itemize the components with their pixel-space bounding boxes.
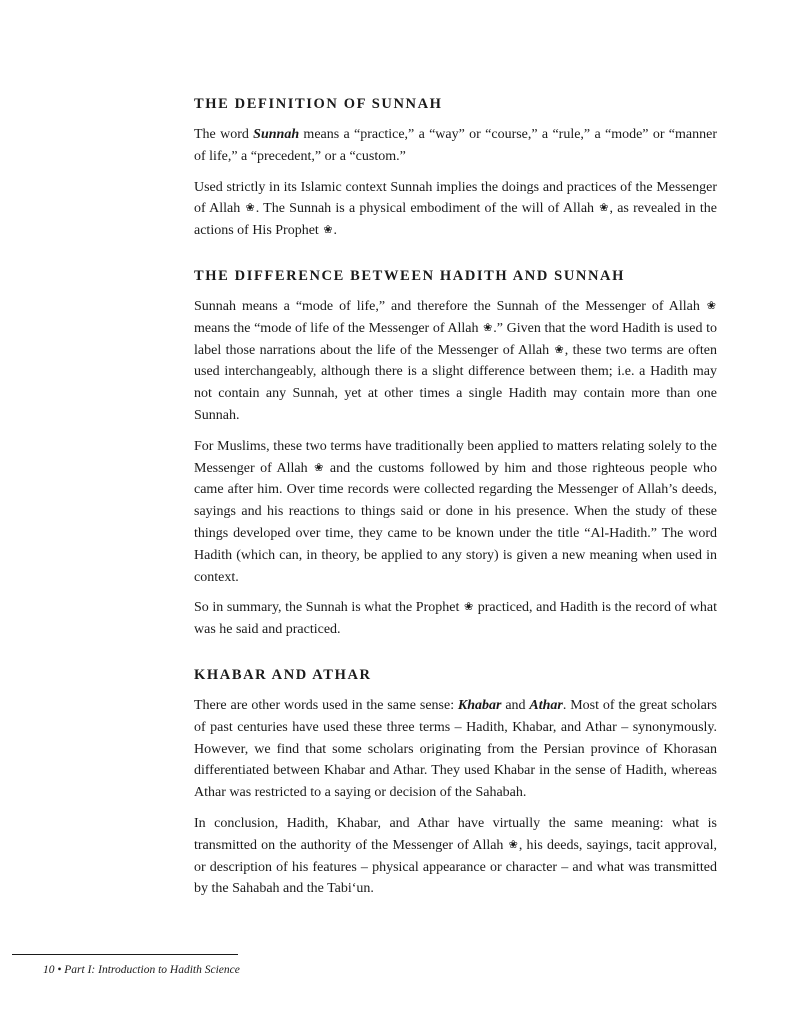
honorific-icon: ❀ bbox=[314, 460, 324, 474]
paragraph: For Muslims, these two terms have traditionally been applied to matters relating solely to the Messenger of Allah ❀ and the customs followed by him and those righteous people who came after him. Over time records were collected regarding the Messenger of Allah’s deeds, sayings and his reactions to things said or done in his presence. When the study of these things developed over time, they came to be known under the title “Al-Hadith.” The word Hadith (which can, in theory, be applied to any story) is given a new meaning when used in context. bbox=[194, 438, 717, 585]
page-body bbox=[194, 94, 717, 909]
honorific-icon: ❀ bbox=[706, 298, 716, 312]
term-athar: Athar bbox=[529, 697, 563, 713]
paragraph: Sunnah means a “mode of life,” and therefore the Sunnah of the Messenger of Allah ❀ means the “mode of life of the Messenger of Allah ❀.” Given that the word Hadith is used to label those narrations about the life of the Messenger of Allah ❀, these two terms are often used interchangeably, although there is a slight difference between them; i.e. a Hadith may not contain any Sunnah, yet at other times a single Hadith may contain more than one Sunnah. bbox=[194, 298, 717, 423]
section-heading-khabar-and-athar: KHABAR AND ATHAR bbox=[194, 666, 372, 683]
footer-rule bbox=[12, 954, 238, 955]
paragraph: There are other words used in the same sense: Khabar and Athar. Most of the great scholars of past centuries have used these three terms – Hadith, Khabar, and Athar – synonymously. However, we find that some scholars originating from the Persian province of Khorasan differentiated between Khabar and Athar. They used Khabar in the sense of Hadith, whereas Athar was restricted to a saying or decision of the Sahabah. bbox=[194, 697, 717, 801]
page-footer: 10 • Part I: Introduction to Hadith Science bbox=[43, 964, 240, 976]
term-sunnah: Sunnah bbox=[253, 127, 300, 142]
honorific-icon: ❀ bbox=[323, 223, 333, 237]
honorific-icon: ❀ bbox=[599, 201, 609, 215]
honorific-icon: ❀ bbox=[554, 342, 564, 356]
paragraph: In conclusion, Hadith, Khabar, and Athar have virtually the same meaning: what is transmitted on the authority of the Messenger of Allah ❀, his deeds, sayings, tacit approval, or description of his features – physical appearance or character – and what was transmitted by the Sahabah and the Tabi‘un. bbox=[194, 815, 717, 897]
paragraph: So in summary, the Sunnah is what the Prophet ❀ practiced, and Hadith is the record of what was he said and practiced. bbox=[194, 600, 718, 638]
honorific-icon: ❀ bbox=[463, 600, 474, 614]
section-heading-difference-hadith-sunnah: THE DIFFERENCE BETWEEN HADITH AND SUNNAH bbox=[194, 267, 625, 284]
paragraph: The word Sunnah means a “practice,” a “way” or “course,” a “rule,” a “mode” or “manner of life,” a “precedent,” or a “custom.” bbox=[194, 127, 717, 164]
term-khabar: Khabar bbox=[457, 697, 502, 713]
section-heading-definition-of-sunnah: THE DEFINITION OF SUNNAH bbox=[194, 96, 443, 112]
paragraph: Used strictly in its Islamic context Sunnah implies the doings and practices of the Messenger of Allah ❀. The Sunnah is a physical embodiment of the will of Allah ❀, as revealed in the actions of His Prophet ❀. bbox=[194, 179, 717, 239]
honorific-icon: ❀ bbox=[245, 201, 255, 215]
honorific-icon: ❀ bbox=[508, 837, 518, 851]
honorific-icon: ❀ bbox=[483, 320, 493, 334]
